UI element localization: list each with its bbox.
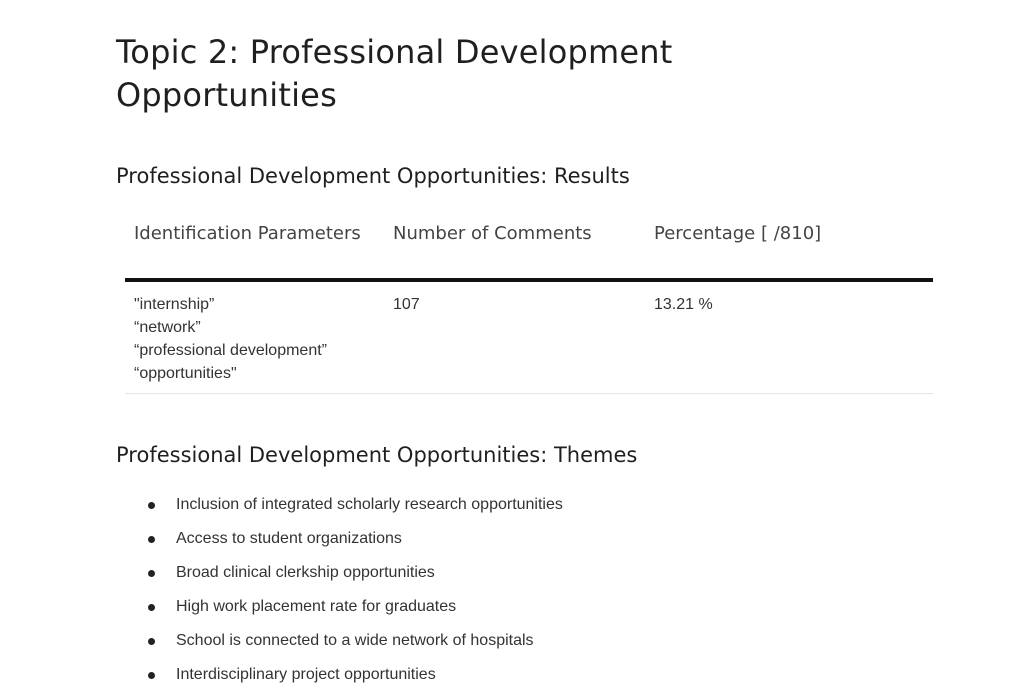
results-heading: Professional Development Opportunities: Results <box>116 164 630 188</box>
theme-text: High work placement rate for graduates <box>176 598 457 615</box>
parameter-keyword: "internship” <box>134 296 215 313</box>
comments-count-cell: 107 <box>384 280 645 394</box>
bullet-icon <box>148 502 155 509</box>
percentage-cell: 13.21 % <box>645 280 933 394</box>
table-row <box>125 280 933 394</box>
bullet-icon <box>148 536 155 543</box>
bullet-icon <box>148 672 155 679</box>
parameters-cell <box>125 280 384 394</box>
bullet-icon <box>148 604 155 611</box>
column-header-comments: Number of Comments <box>384 222 645 280</box>
column-header-parameters: Identification Parameters <box>125 222 384 280</box>
theme-text: School is connected to a wide network of hospitals <box>176 632 534 649</box>
parameter-keyword: “professional development” <box>134 342 327 359</box>
list-item <box>146 559 563 593</box>
theme-text: Broad clinical clerkship opportunities <box>176 564 435 581</box>
themes-list <box>146 491 563 695</box>
list-item <box>146 627 563 661</box>
theme-text: Access to student organizations <box>176 530 402 547</box>
themes-heading: Professional Development Opportunities: Themes <box>116 443 638 467</box>
parameter-keyword: “opportunities" <box>134 365 237 382</box>
theme-text: Interdisciplinary project opportunities <box>176 666 436 683</box>
bullet-icon <box>148 638 155 645</box>
column-header-percentage: Percentage [ /810] <box>645 222 933 280</box>
list-item <box>146 491 563 525</box>
list-item <box>146 661 563 695</box>
theme-text: Inclusion of integrated scholarly research opportunities <box>176 496 563 513</box>
bullet-icon <box>148 570 155 577</box>
parameter-keyword: “network” <box>134 319 201 336</box>
page-title: Topic 2: Professional Development Opportunities <box>116 33 673 114</box>
results-table <box>125 222 933 394</box>
list-item <box>146 593 563 627</box>
list-item <box>146 525 563 559</box>
table-header-row <box>125 222 933 280</box>
